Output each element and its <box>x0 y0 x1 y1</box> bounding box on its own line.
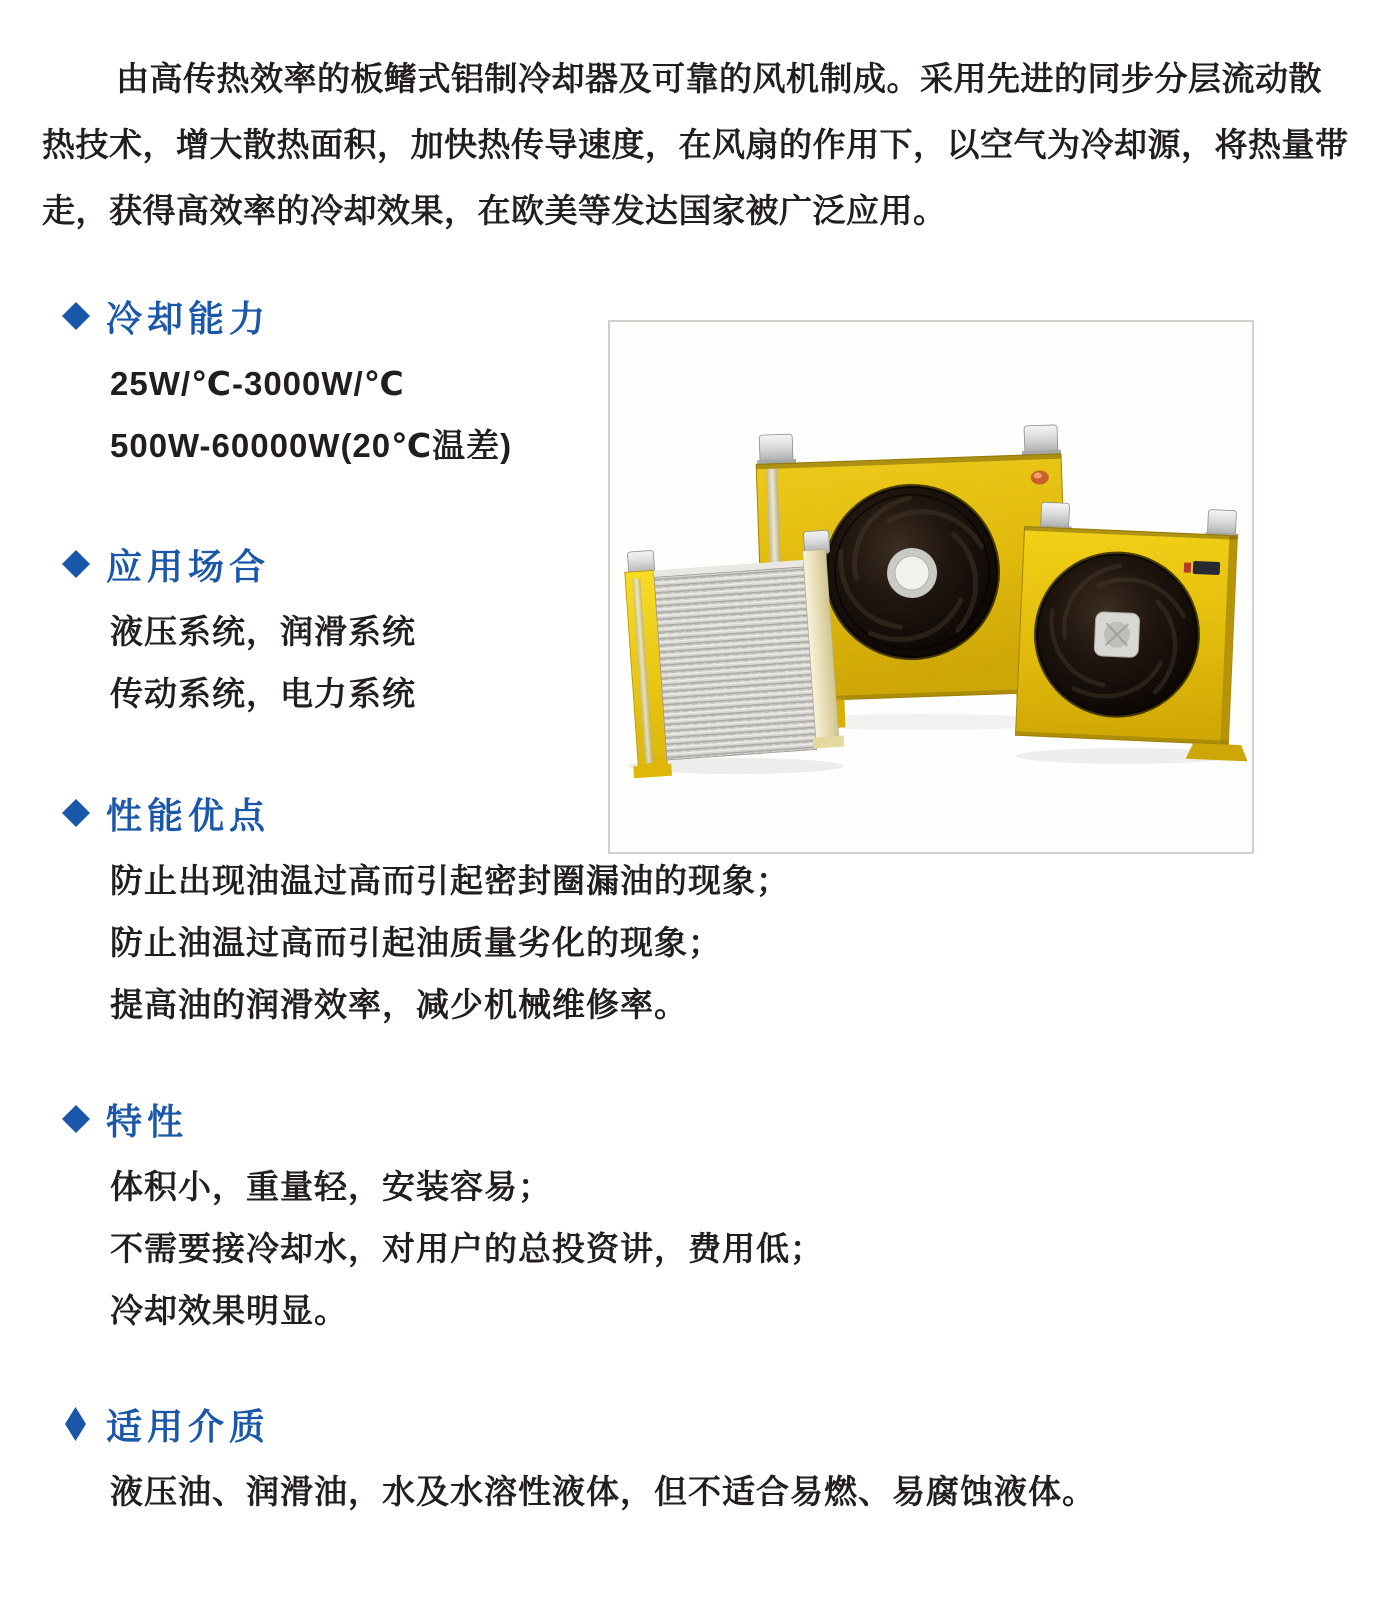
diamond-bullet-icon <box>62 799 90 827</box>
section-title: 冷却能力 <box>106 297 271 339</box>
section-line: 传动系统，电力系统 <box>110 675 416 712</box>
section-line: 不需要接冷却水，对用户的总投资讲，费用低； <box>110 1230 824 1267</box>
intro-paragraph <box>42 46 1354 244</box>
section-features <box>62 1094 1322 1342</box>
section-line: 液压油、润滑油，水及水溶性液体，但不适合易燃、易腐蚀液体。 <box>110 1473 1096 1510</box>
intro-line-3: 走，获得高效率的冷却效果，在欧美等发达国家被广泛应用。 <box>42 192 947 229</box>
section-title: 应用场合 <box>106 545 271 587</box>
section-line: 500W-60000W(20℃温差) <box>110 427 513 464</box>
diamond-bullet-icon <box>62 550 90 578</box>
section-heading <box>62 1399 1322 1449</box>
section-title: 适用介质 <box>106 1405 271 1447</box>
diamond-bullet-icon <box>65 1407 86 1441</box>
section-heading <box>62 1094 1322 1144</box>
section-applicable-media <box>62 1399 1322 1523</box>
section-line: 体积小，重量轻，安装容易； <box>110 1168 552 1205</box>
section-title: 特性 <box>106 1100 189 1142</box>
diamond-bullet-icon <box>62 302 90 330</box>
product-photo <box>610 322 1252 852</box>
section-line: 提高油的润滑效率，减少机械维修率。 <box>110 986 688 1023</box>
section-line: 液压系统，润滑系统 <box>110 613 416 650</box>
section-line: 防止出现油温过高而引起密封圈漏油的现象； <box>110 862 790 899</box>
intro-line-1: 由高传热效率的板鳍式铝制冷却器及可靠的风机制成。采用先进的同步分层流动散 <box>116 60 1322 97</box>
section-line: 冷却效果明显。 <box>110 1292 348 1329</box>
product-photo-frame <box>608 320 1254 854</box>
section-line: 25W/℃-3000W/℃ <box>110 365 405 402</box>
intro-line-2: 热技术，增大散热面积，加快热传导速度，在风扇的作用下，以空气为冷却源，将热量带 <box>42 126 1349 163</box>
section-line: 防止油温过高而引起油质量劣化的现象； <box>110 924 722 961</box>
diamond-bullet-icon <box>62 1105 90 1133</box>
section-title: 性能优点 <box>106 794 271 836</box>
fan-cooler-small <box>1015 501 1252 761</box>
plate-fin-aluminum-cooler <box>618 530 846 778</box>
